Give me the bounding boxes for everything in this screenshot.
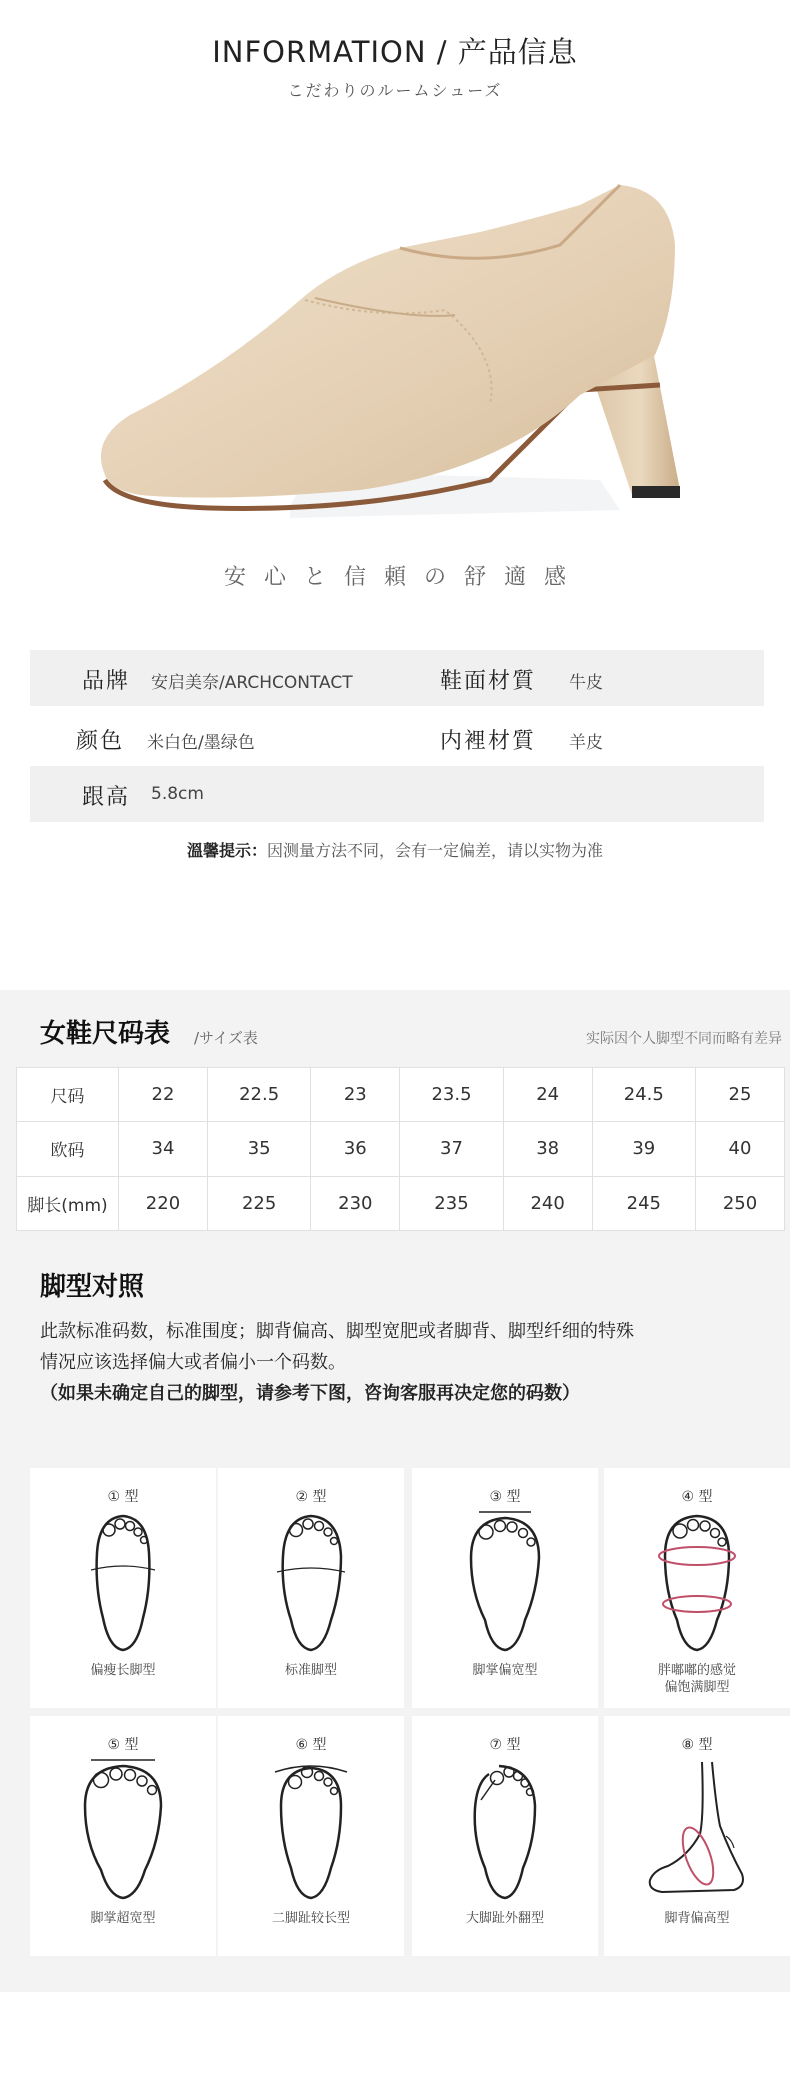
description-note: （如果未确定自己的脚型，请参考下图，咨询客服再决定您的码数） — [40, 1383, 580, 1404]
table-cell: 23 — [311, 1068, 400, 1122]
foot-card-title: ⑦ 型 — [489, 1737, 521, 1753]
table-cell: 23.5 — [400, 1068, 503, 1122]
foot-card-6 — [218, 1716, 404, 1956]
info-row-color — [30, 710, 764, 766]
tip-text: 因测量方法不同，会有一定偏差，请以实物为准 — [267, 841, 604, 860]
info-row-brand — [30, 650, 764, 706]
foot-card-4 — [604, 1468, 790, 1708]
foot-card-title: ⑤ 型 — [107, 1737, 139, 1753]
row-header: 脚长(mm) — [17, 1176, 119, 1230]
table-cell: 39 — [592, 1122, 695, 1176]
table-row — [17, 1122, 785, 1176]
foot-card-caption: 偏瘦长脚型 — [90, 1663, 156, 1678]
foot-card-caption: 脚掌偏宽型 — [472, 1663, 538, 1678]
heel-value: 5.8cm — [151, 784, 204, 804]
foot-card-title: ③ 型 — [489, 1489, 521, 1505]
table-cell: 250 — [695, 1176, 784, 1230]
upper-material-label: 鞋面材質 — [440, 669, 537, 694]
foot-outline-icon — [455, 1508, 555, 1658]
foot-card-8 — [604, 1716, 790, 1956]
foot-outline-icon — [261, 1508, 361, 1658]
foot-card-caption: 二脚趾较长型 — [271, 1911, 350, 1926]
foot-card-1 — [30, 1468, 216, 1708]
table-cell: 37 — [400, 1122, 503, 1176]
foot-card-caption — [604, 1662, 790, 1696]
foot-outline-icon — [73, 1508, 173, 1658]
table-cell: 220 — [119, 1176, 208, 1230]
shoe-image — [60, 150, 740, 530]
table-cell: 38 — [503, 1122, 592, 1176]
size-chart-subtitle: /サイズ表 — [194, 1029, 258, 1047]
table-cell: 36 — [311, 1122, 400, 1176]
foot-side-view-icon — [642, 1756, 752, 1906]
size-chart-title: 女鞋尺码表 — [40, 1019, 171, 1049]
foot-card-title: ④ 型 — [681, 1489, 713, 1505]
beige-heeled-shoe-icon — [60, 150, 740, 530]
table-row — [17, 1176, 785, 1230]
description-line: 情况应该选择偏大或者偏小一个码数。 — [40, 1352, 346, 1373]
foot-outline-icon — [647, 1508, 747, 1658]
color-label: 颜色 — [76, 729, 125, 754]
foot-card-caption: 大脚趾外翻型 — [465, 1911, 544, 1926]
slogan-text: 安心と信頼の舒適感 — [223, 565, 584, 590]
table-cell: 22 — [119, 1068, 208, 1122]
color-value: 米白色/墨绿色 — [147, 733, 255, 753]
table-cell: 235 — [400, 1176, 503, 1230]
foot-card-7 — [412, 1716, 598, 1956]
caption-line: 胖嘟嘟的感觉 — [657, 1663, 736, 1678]
description-line: 此款标准码数，标准围度；脚背偏高、脚型宽肥或者脚背、脚型纤细的特殊 — [40, 1321, 634, 1342]
table-cell: 24 — [503, 1068, 592, 1122]
upper-material-value: 牛皮 — [569, 673, 603, 693]
info-row-heel — [30, 766, 764, 822]
heel-label: 跟高 — [82, 785, 131, 810]
foot-card-title: ② 型 — [295, 1489, 327, 1505]
foot-card-3 — [412, 1468, 598, 1708]
foot-type-title: 脚型对照 — [40, 1272, 145, 1302]
brand-label: 品牌 — [82, 669, 131, 694]
caption-line: 偏饱满脚型 — [664, 1680, 730, 1695]
page-subtitle: こだわりのルームシューズ — [287, 81, 503, 100]
size-table — [16, 1067, 785, 1231]
foot-card-caption: 标准脚型 — [284, 1663, 337, 1678]
foot-card-2 — [218, 1468, 404, 1708]
table-cell: 225 — [207, 1176, 310, 1230]
table-cell: 22.5 — [207, 1068, 310, 1122]
table-cell: 34 — [119, 1122, 208, 1176]
foot-card-title: ① 型 — [107, 1489, 139, 1505]
brand-value: 安启美奈/ARCHCONTACT — [151, 673, 353, 693]
table-cell: 25 — [695, 1068, 784, 1122]
foot-outline-icon — [261, 1756, 361, 1906]
table-cell: 40 — [695, 1122, 784, 1176]
foot-card-5 — [30, 1716, 216, 1956]
row-header: 尺码 — [17, 1068, 119, 1122]
foot-type-description — [40, 1316, 760, 1409]
table-cell: 24.5 — [592, 1068, 695, 1122]
table-cell: 35 — [207, 1122, 310, 1176]
table-row — [17, 1068, 785, 1122]
tip-label: 溫馨提示： — [186, 841, 267, 860]
table-cell: 240 — [503, 1176, 592, 1230]
foot-card-caption: 脚背偏高型 — [664, 1911, 730, 1926]
lining-material-label: 内裡材質 — [440, 729, 537, 754]
table-cell: 230 — [311, 1176, 400, 1230]
row-header: 欧码 — [17, 1122, 119, 1176]
measurement-tip — [0, 838, 790, 861]
table-cell: 245 — [592, 1176, 695, 1230]
page-title: INFORMATION / 产品信息 — [212, 35, 578, 69]
foot-outline-icon — [73, 1756, 173, 1906]
foot-outline-icon — [455, 1756, 555, 1906]
lining-material-value: 羊皮 — [569, 733, 603, 753]
foot-card-title: ⑥ 型 — [295, 1737, 327, 1753]
foot-card-caption: 脚掌超宽型 — [90, 1911, 156, 1926]
size-chart-note: 实际因个人脚型不同而略有差异 — [586, 1031, 782, 1047]
foot-card-title: ⑧ 型 — [681, 1737, 713, 1753]
